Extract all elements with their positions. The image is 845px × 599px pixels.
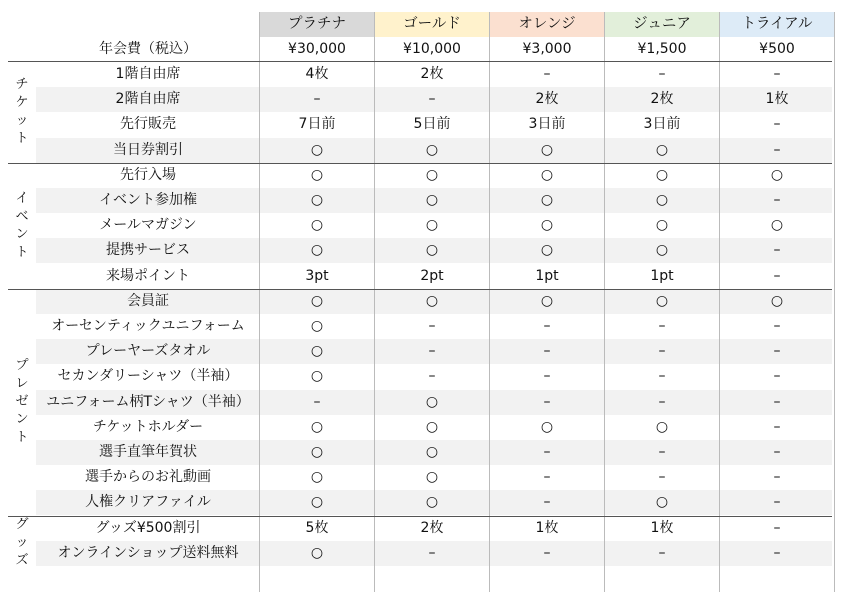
category-char: ズ — [15, 552, 29, 568]
row-label: イベント参加権 — [99, 192, 197, 208]
benefit-cell: ○ — [310, 444, 324, 460]
benefit-cell: ○ — [655, 166, 669, 183]
benefit-cell: – — [773, 494, 781, 511]
row-label: 当日券割引 — [113, 141, 183, 158]
benefit-cell: – — [773, 418, 781, 435]
benefit-cell: ○ — [310, 368, 324, 385]
benefit-cell: – — [428, 343, 436, 360]
benefit-cell: – — [428, 91, 436, 108]
benefit-cell: ○ — [310, 192, 324, 208]
benefit-cell: ○ — [540, 192, 554, 208]
plan-price: ¥500 — [759, 41, 795, 57]
plan-header-5: トライアル — [720, 12, 834, 37]
benefit-cell: ○ — [310, 217, 324, 234]
benefit-cell: – — [773, 343, 781, 360]
benefit-cell: ○ — [310, 141, 324, 158]
benefit-cell: ○ — [540, 141, 554, 158]
row-label: 1階自由席 — [115, 66, 181, 82]
benefit-cell: ○ — [655, 242, 669, 259]
benefit-cell: 4枚 — [305, 66, 329, 82]
category-char: ッ — [15, 113, 29, 129]
benefit-cell: ○ — [540, 217, 554, 234]
benefit-cell: ○ — [540, 418, 554, 435]
row-label: 先行販売 — [120, 116, 176, 133]
category-label-1 — [8, 76, 36, 148]
benefit-cell: 1pt — [535, 267, 559, 284]
benefit-cell: ○ — [425, 166, 439, 183]
benefit-cell: ○ — [310, 343, 324, 360]
row-label: メールマガジン — [99, 217, 197, 234]
row-label: 2階自由席 — [115, 91, 181, 108]
benefit-cell: 3pt — [305, 267, 329, 284]
benefit-cell: – — [658, 444, 666, 460]
benefit-cell: ○ — [540, 292, 554, 309]
benefit-cell: ○ — [425, 444, 439, 460]
category-label-2 — [8, 190, 36, 262]
benefit-cell: 2枚 — [535, 91, 559, 108]
row-label: 先行入場 — [120, 166, 176, 183]
benefit-cell: – — [658, 318, 666, 334]
category-char: ト — [15, 430, 29, 446]
row-label: オーセンティックユニフォーム — [51, 318, 245, 334]
benefit-cell: ○ — [425, 192, 439, 208]
benefit-cell: ○ — [425, 217, 439, 234]
benefit-cell: ○ — [770, 166, 784, 183]
benefit-cell: – — [658, 343, 666, 360]
benefit-cell: – — [773, 141, 781, 158]
benefit-cell: 7日前 — [298, 116, 336, 133]
benefit-cell: ○ — [425, 418, 439, 435]
category-char: ベ — [15, 208, 29, 224]
category-char: ト — [15, 131, 29, 147]
benefit-cell: – — [543, 544, 551, 561]
category-char: グ — [15, 516, 29, 532]
benefit-cell: ○ — [310, 469, 324, 486]
benefit-cell: – — [543, 444, 551, 460]
column-divider — [834, 12, 835, 592]
benefit-cell: 2枚 — [420, 66, 444, 82]
benefit-cell: – — [543, 66, 551, 82]
benefit-cell: ○ — [655, 141, 669, 158]
benefit-cell: – — [428, 544, 436, 561]
category-char: ト — [15, 244, 29, 260]
benefit-cell: – — [773, 116, 781, 133]
benefit-cell: 1枚 — [535, 519, 559, 536]
benefit-cell: 5日前 — [413, 116, 451, 133]
benefit-cell: 2枚 — [650, 91, 674, 108]
benefit-cell: – — [658, 66, 666, 82]
category-char: ン — [15, 412, 29, 428]
benefit-cell: ○ — [540, 242, 554, 259]
row-label: 会員証 — [127, 292, 169, 309]
benefit-cell: – — [773, 393, 781, 410]
category-label-3 — [8, 357, 36, 447]
row-label: チケットホルダー — [92, 418, 204, 435]
plan-price: ¥30,000 — [288, 41, 346, 57]
plan-header-1: プラチナ — [260, 12, 374, 37]
benefit-cell: – — [428, 318, 436, 334]
benefit-cell: 2枚 — [420, 519, 444, 536]
row-label: 来場ポイント — [106, 267, 190, 284]
benefit-cell: – — [313, 393, 321, 410]
benefit-cell: – — [658, 544, 666, 561]
benefit-cell: ○ — [310, 166, 324, 183]
benefit-cell: – — [773, 267, 781, 284]
benefit-cell: 2pt — [420, 267, 444, 284]
benefit-cell: ○ — [425, 292, 439, 309]
benefit-cell: 3日前 — [528, 116, 566, 133]
annual-fee-label: 年会費（税込） — [99, 41, 197, 57]
benefit-cell: – — [658, 368, 666, 385]
benefit-cell: – — [543, 368, 551, 385]
benefit-cell: – — [773, 368, 781, 385]
benefit-cell: 3日前 — [643, 116, 681, 133]
benefit-cell: ○ — [655, 292, 669, 309]
benefit-cell: ○ — [540, 166, 554, 183]
benefit-cell: – — [773, 66, 781, 82]
benefit-cell: – — [773, 318, 781, 334]
benefit-cell: – — [773, 242, 781, 259]
benefit-cell: – — [313, 91, 321, 108]
benefit-cell: – — [773, 469, 781, 486]
benefit-cell: ○ — [655, 494, 669, 511]
plan-price: ¥10,000 — [403, 41, 461, 57]
plan-header-4: ジュニア — [605, 12, 719, 37]
benefit-cell: 5枚 — [305, 519, 329, 536]
benefit-cell: – — [773, 519, 781, 536]
benefit-cell: 1pt — [650, 267, 674, 284]
category-char: プ — [15, 358, 29, 374]
row-label: プレーヤーズタオル — [85, 343, 211, 360]
benefit-cell: – — [543, 393, 551, 410]
row-label: 選手からのお礼動画 — [85, 469, 211, 486]
benefit-cell: ○ — [425, 393, 439, 410]
category-char: チ — [15, 77, 29, 93]
benefit-cell: – — [543, 343, 551, 360]
row-label: 選手直筆年賀状 — [99, 444, 197, 460]
benefit-cell: ○ — [655, 192, 669, 208]
plan-price: ¥3,000 — [522, 41, 572, 57]
benefit-cell: ○ — [310, 318, 324, 334]
benefit-cell: ○ — [425, 494, 439, 511]
benefit-cell: – — [773, 544, 781, 561]
benefit-cell: – — [543, 469, 551, 486]
benefit-cell: ○ — [655, 418, 669, 435]
benefit-cell: ○ — [310, 544, 324, 561]
category-char: ッ — [15, 534, 29, 550]
benefit-cell: ○ — [770, 292, 784, 309]
row-label: グッズ¥500割引 — [95, 519, 201, 536]
row-label: オンラインショップ送料無料 — [57, 544, 239, 561]
benefit-cell: ○ — [310, 494, 324, 511]
benefit-cell: 1枚 — [765, 91, 789, 108]
benefit-cell: ○ — [310, 418, 324, 435]
row-label: セカンダリーシャツ（半袖） — [57, 368, 239, 385]
benefit-cell: ○ — [425, 242, 439, 259]
benefit-cell: – — [658, 469, 666, 486]
row-label: 人権クリアファイル — [85, 494, 211, 511]
plan-header-2: ゴールド — [375, 12, 489, 37]
benefit-cell: ○ — [425, 469, 439, 486]
plan-price: ¥1,500 — [637, 41, 687, 57]
category-char: ゼ — [15, 394, 29, 410]
benefit-cell: ○ — [655, 217, 669, 234]
benefit-cell: ○ — [310, 242, 324, 259]
benefit-cell: ○ — [425, 141, 439, 158]
category-char: ン — [15, 226, 29, 242]
benefit-cell: ○ — [310, 292, 324, 309]
benefit-cell: – — [658, 393, 666, 410]
benefit-cell: 1枚 — [650, 519, 674, 536]
category-label-4 — [8, 516, 36, 570]
row-label: ユニフォーム柄Tシャツ（半袖） — [46, 393, 250, 410]
benefit-cell: – — [543, 318, 551, 334]
plan-header-3: オレンジ — [490, 12, 604, 37]
benefit-cell: – — [428, 368, 436, 385]
category-char: イ — [15, 190, 29, 206]
category-char: レ — [15, 376, 29, 392]
benefit-cell: – — [773, 192, 781, 208]
benefit-cell: – — [543, 494, 551, 511]
row-label: 提携サービス — [106, 242, 190, 259]
benefit-cell: ○ — [770, 217, 784, 234]
benefit-cell: – — [773, 444, 781, 460]
category-char: ケ — [15, 95, 29, 111]
